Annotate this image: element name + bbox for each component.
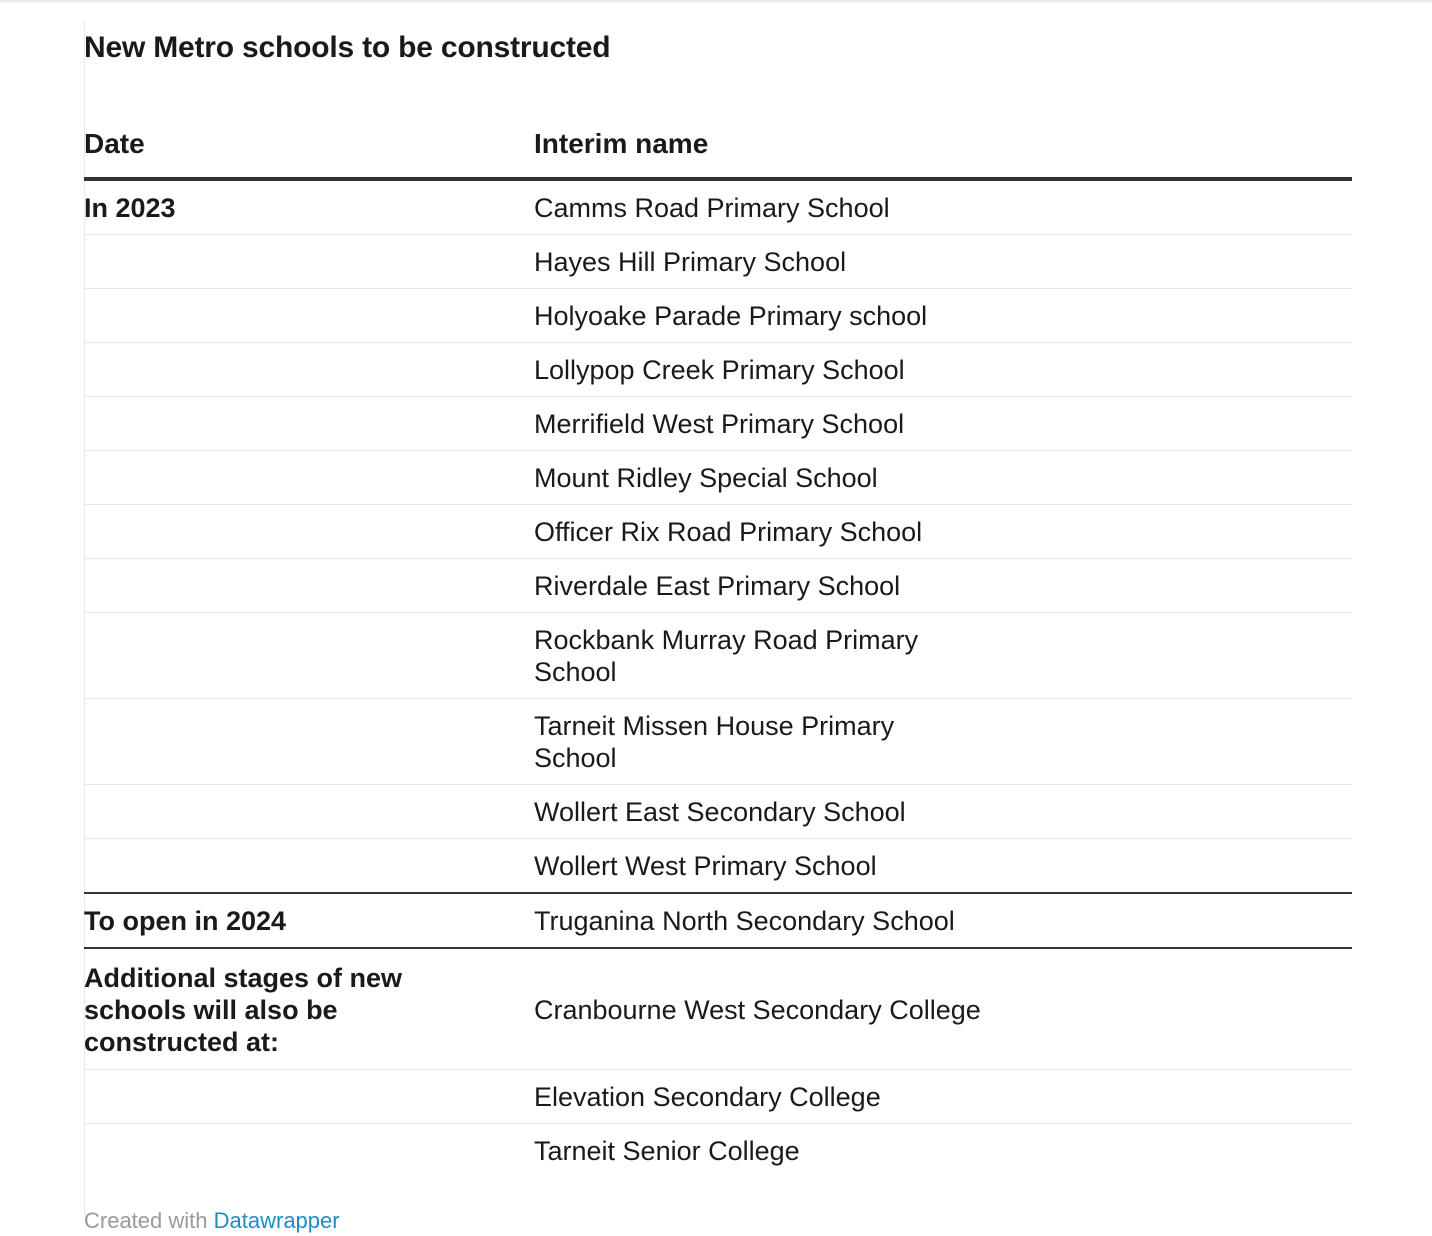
name-cell xyxy=(534,397,1352,451)
date-cell xyxy=(84,613,534,699)
date-cell xyxy=(84,343,534,397)
school-name: Elevation Secondary College xyxy=(534,1082,881,1112)
table-container xyxy=(84,28,1352,1177)
school-name: Officer Rix Road Primary School xyxy=(534,517,923,547)
table-row xyxy=(84,451,1352,505)
table-row xyxy=(84,699,1352,785)
footer-credit xyxy=(84,1206,340,1236)
school-name: Tarneit Senior College xyxy=(534,1136,800,1166)
date-cell xyxy=(84,559,534,613)
credit-link[interactable]: Datawrapper xyxy=(213,1208,340,1233)
table-row xyxy=(84,397,1352,451)
name-cell xyxy=(534,948,1352,1070)
school-name: Lollypop Creek Primary School xyxy=(534,355,905,385)
table-row xyxy=(84,893,1352,948)
school-name: Holyoake Parade Primary school xyxy=(534,301,928,331)
date-cell xyxy=(84,397,534,451)
school-name: Rockbank Murray Road Primary School xyxy=(534,625,919,687)
table-row xyxy=(84,1124,1352,1178)
table-row xyxy=(84,343,1352,397)
date-cell xyxy=(84,505,534,559)
date-cell xyxy=(84,451,534,505)
name-cell xyxy=(534,451,1352,505)
school-name: Truganina North Secondary School xyxy=(534,906,955,936)
table-row xyxy=(84,559,1352,613)
name-cell xyxy=(534,785,1352,839)
name-cell xyxy=(534,559,1352,613)
top-divider xyxy=(0,0,1432,4)
school-name: Hayes Hill Primary School xyxy=(534,247,847,277)
school-name: Wollert West Primary School xyxy=(534,851,877,881)
header-date: Date xyxy=(84,120,534,179)
table-row xyxy=(84,839,1352,894)
credit-text: Created with xyxy=(84,1208,208,1233)
table-row xyxy=(84,235,1352,289)
school-name: Tarneit Missen House Primary School xyxy=(534,711,895,773)
name-cell xyxy=(534,699,1352,785)
school-name: Cranbourne West Secondary College xyxy=(534,995,981,1025)
date-cell: To open in 2024 xyxy=(84,893,534,948)
date-cell xyxy=(84,699,534,785)
date-cell xyxy=(84,785,534,839)
date-cell xyxy=(84,839,534,894)
table-row xyxy=(84,948,1352,1070)
table-row xyxy=(84,613,1352,699)
name-cell xyxy=(534,1124,1352,1178)
name-cell xyxy=(534,893,1352,948)
name-cell xyxy=(534,235,1352,289)
school-name: Merrifield West Primary School xyxy=(534,409,905,439)
school-name: Mount Ridley Special School xyxy=(534,463,878,493)
date-cell xyxy=(84,289,534,343)
name-cell xyxy=(534,839,1352,894)
table-header-row xyxy=(84,120,1352,179)
school-name: Camms Road Primary School xyxy=(534,193,890,223)
table-row xyxy=(84,505,1352,559)
name-cell xyxy=(534,505,1352,559)
table-row xyxy=(84,179,1352,235)
table-row xyxy=(84,785,1352,839)
date-cell: Additional stages of new schools will also be constructed at: xyxy=(84,948,534,1070)
chart-title: New Metro schools to be constructed xyxy=(84,31,611,64)
name-cell xyxy=(534,289,1352,343)
name-cell xyxy=(534,613,1352,699)
date-cell xyxy=(84,235,534,289)
school-name: Riverdale East Primary School xyxy=(534,571,901,601)
date-cell: In 2023 xyxy=(84,179,534,235)
table-row xyxy=(84,289,1352,343)
date-cell xyxy=(84,1124,534,1178)
school-name: Wollert East Secondary School xyxy=(534,797,906,827)
name-cell xyxy=(534,179,1352,235)
header-interim-name: Interim name xyxy=(534,120,1352,179)
name-cell xyxy=(534,1070,1352,1124)
schools-table xyxy=(84,120,1352,1177)
date-cell xyxy=(84,1070,534,1124)
name-cell xyxy=(534,343,1352,397)
table-row xyxy=(84,1070,1352,1124)
